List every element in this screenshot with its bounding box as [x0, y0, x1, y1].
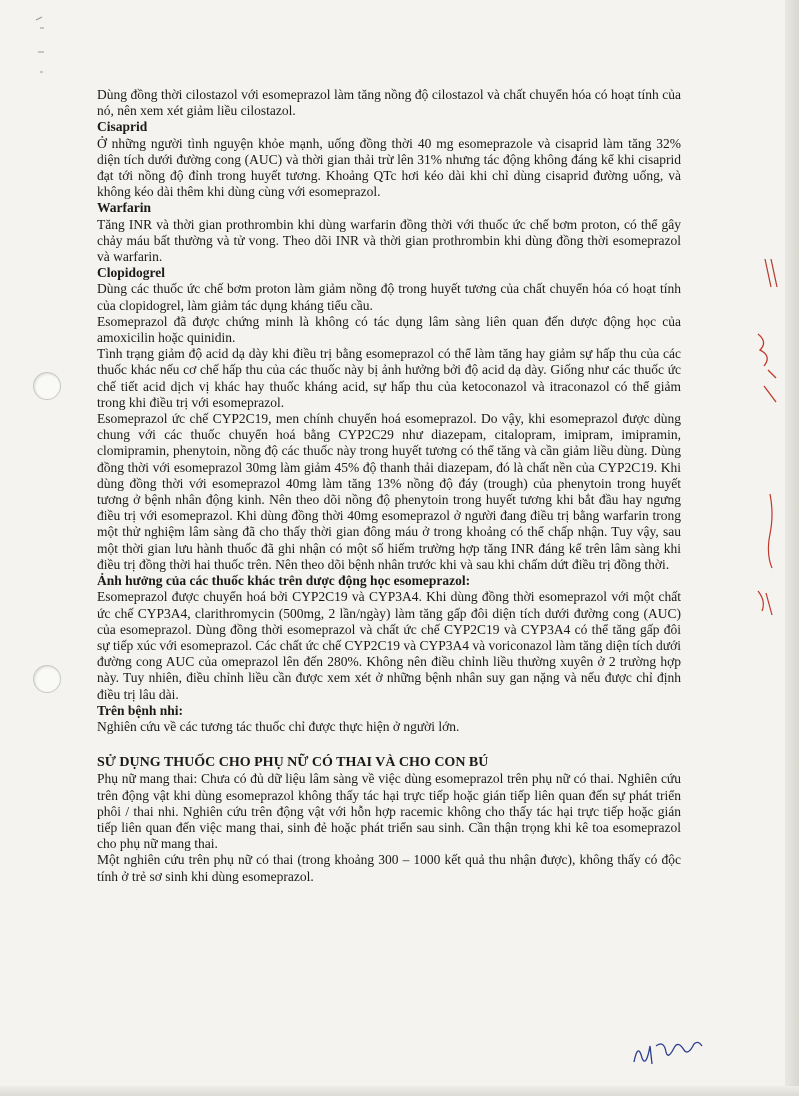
paragraph-cyp2c19: Esomeprazol ức chế CYP2C19, men chính chuyển hoá esomeprazol. Do vậy, khi esomeprazol được dùng chung với các thuốc chuyển hoá bằng CYP2C29 như diazepam, citalopram, imipram, imipramin, clomipramin, phenytoin, nồng độ các thuốc này trong huyết tương có thể tăng và cần giảm liều dùng. Dùng đồng thời với esomeprazol 30mg làm giảm 45% độ thanh thải diazepam, đó là chất nền của CYP2C19. Khi dùng đồng thời với esomeprazol 40mg làm tăng 13% nồng độ đáy (trough) của phenytoin trong huyết tương ở bệnh nhân động kinh. Nên theo dõi nồng độ phenytoin trong huyết tương khi bắt đầu hay ngưng điều trị với esomeprazol. Khi dùng đồng thời 40mg esomeprazol ở người đang điều trị bằng warfarin trong một thử nghiệm lâm sàng đã cho thấy thời gian đông máu ở trong khoảng có thể chấp nhận. Tuy vậy, sau một thời gian lưu hành thuốc đã ghi nhận có một số hiếm trường hợp tăng INR đáng kể trên lâm sàng khi điều trị đồng thời hai thuốc trên. Nên theo dõi bệnh nhân trước khi và sau khi chấm dứt điều trị đồng thời. — [97, 411, 681, 572]
margin-scribble-icon — [755, 255, 785, 295]
paragraph-pregnancy-study: Một nghiên cứu trên phụ nữ có thai (trong khoảng 300 – 1000 kết quả thu nhận được), không thấy có độc tính ở trẻ sơ sinh khi dùng esomeprazol. — [97, 852, 681, 884]
corner-scribble-icon — [30, 12, 60, 82]
heading-other-drugs-influence: Ảnh hưởng của các thuốc khác trên dược động học esomeprazol: — [97, 573, 471, 589]
handwritten-signature — [630, 1032, 710, 1072]
paragraph-amoxicilin: Esomeprazol đã được chứng minh là không có tác dụng lâm sàng liên quan đến dược động học của amoxicilin hoặc quinidin. — [97, 313, 681, 346]
punch-hole-bottom — [33, 665, 61, 693]
paragraph-pregnancy: Phụ nữ mang thai: Chưa có đủ dữ liệu lâm sàng về việc dùng esomeprazol trên phụ nữ có thai. Nghiên cứu trên động vật khi dùng esomeprazol không thấy tác hại trực tiếp hoặc gián tiếp liên quan đến sự phát triển phôi / thai nhi. Nghiên cứu trên động vật với hỗn hợp racemic không cho thấy tác hại trực tiếp hoặc gián tiếp liên quan đến việc mang thai, sinh đẻ hoặc phát triển sau sinh. Cần thận trọng khi kê toa esomeprazol cho phụ nữ mang thai. — [97, 771, 681, 852]
paragraph-metabolism: Esomeprazol được chuyển hoá bởi CYP2C19 và CYP3A4. Khi dùng đồng thời esomeprazol với một chất ức chế CYP3A4, clarithromycin (500mg, 2 lần/ngày) làm tăng gấp đôi diện tích dưới đường cong (AUC) của esomeprazol. Dùng đồng thời esomeprazol và chất ức chế CYP2C19 và CYP3A4 có thể tăng gấp đôi sự tiếp xúc với esomeprazol. Các chất ức chế CYP2C19 và CYP3A4 và voriconazol làm tăng diện tích dưới đường cong AUC của omeprazol lên đến 280%. Không nên điều chỉnh liều thường xuyên ở 2 trường hợp này. Tuy nhiên, điều chỉnh liều cần được xem xét ở những bệnh nhân suy gan nặng và nếu được chỉ định điều trị lâu dài. — [97, 589, 681, 702]
heading-clopidogrel: Clopidogrel — [97, 265, 166, 281]
punch-hole-top — [33, 372, 61, 400]
margin-scribble-icon-3 — [760, 490, 780, 570]
paragraph-cilostazol: Dùng đồng thời cilostazol với esomeprazol làm tăng nồng độ cilostazol và chất chuyển hóa có hoạt tính của nó, nên xem xét giảm liều cilostazol. — [97, 87, 681, 119]
margin-scribble-icon-2 — [750, 330, 786, 410]
paragraph-pediatric: Nghiên cứu về các tương tác thuốc chỉ được thực hiện ở người lớn. — [97, 718, 460, 734]
page-edge — [785, 0, 799, 1096]
paragraph-clopidogrel: Dùng các thuốc ức chế bơm proton làm giảm nồng độ trong huyết tương của chất chuyển hóa có hoạt tính của clopidogrel, làm giảm tác dụng kháng tiểu cầu. — [97, 281, 681, 313]
heading-pediatric: Trên bệnh nhi: — [97, 702, 184, 718]
heading-warfarin: Warfarin — [97, 200, 151, 216]
paragraph-warfarin: Tăng INR và thời gian prothrombin khi dùng warfarin đồng thời với thuốc ức chế bơm proton, có thể gây chảy máu bất thường và tử vong. Theo dõi INR và thời gian prothrombin khi dùng đồng thời esomeprazol và warfarin. — [97, 216, 681, 265]
paragraph-acid-absorption: Tình trạng giảm độ acid dạ dày khi điều trị bằng esomeprazol có thể làm tăng hay giảm sự hấp thu của các thuốc khác nếu cơ chế hấp thu của các thuốc này bị ảnh hưởng bởi độ acid dạ dày. Giống như các thuốc ức chế tiết acid dịch vị khác hay thuốc kháng acid, sự hấp thu của ketoconazol và itraconazol có thể giảm trong khi điều trị với esomeprazol. — [97, 346, 681, 410]
section-title-pregnancy: SỬ DỤNG THUỐC CHO PHỤ NỮ CÓ THAI VÀ CHO CON BÚ — [97, 755, 489, 771]
heading-cisaprid: Cisaprid — [97, 119, 148, 135]
paragraph-cisaprid: Ở những người tình nguyện khỏe mạnh, uống đồng thời 40 mg esomeprazole và cisaprid làm tăng 32% diện tích dưới đường cong (AUC) và thời gian thải trừ lên 31% nhưng tác động không đáng kể khi cisaprid đạt tới nồng độ đỉnh trong huyết tương. Khoảng QTc hơi kéo dài khi chỉ dùng cisaprid đường uống, và không kéo dài thêm khi dùng cùng với esomeprazol. — [97, 135, 681, 200]
margin-scribble-icon-4 — [752, 585, 782, 625]
page-bottom-edge — [0, 1086, 799, 1096]
document-body — [97, 87, 681, 885]
